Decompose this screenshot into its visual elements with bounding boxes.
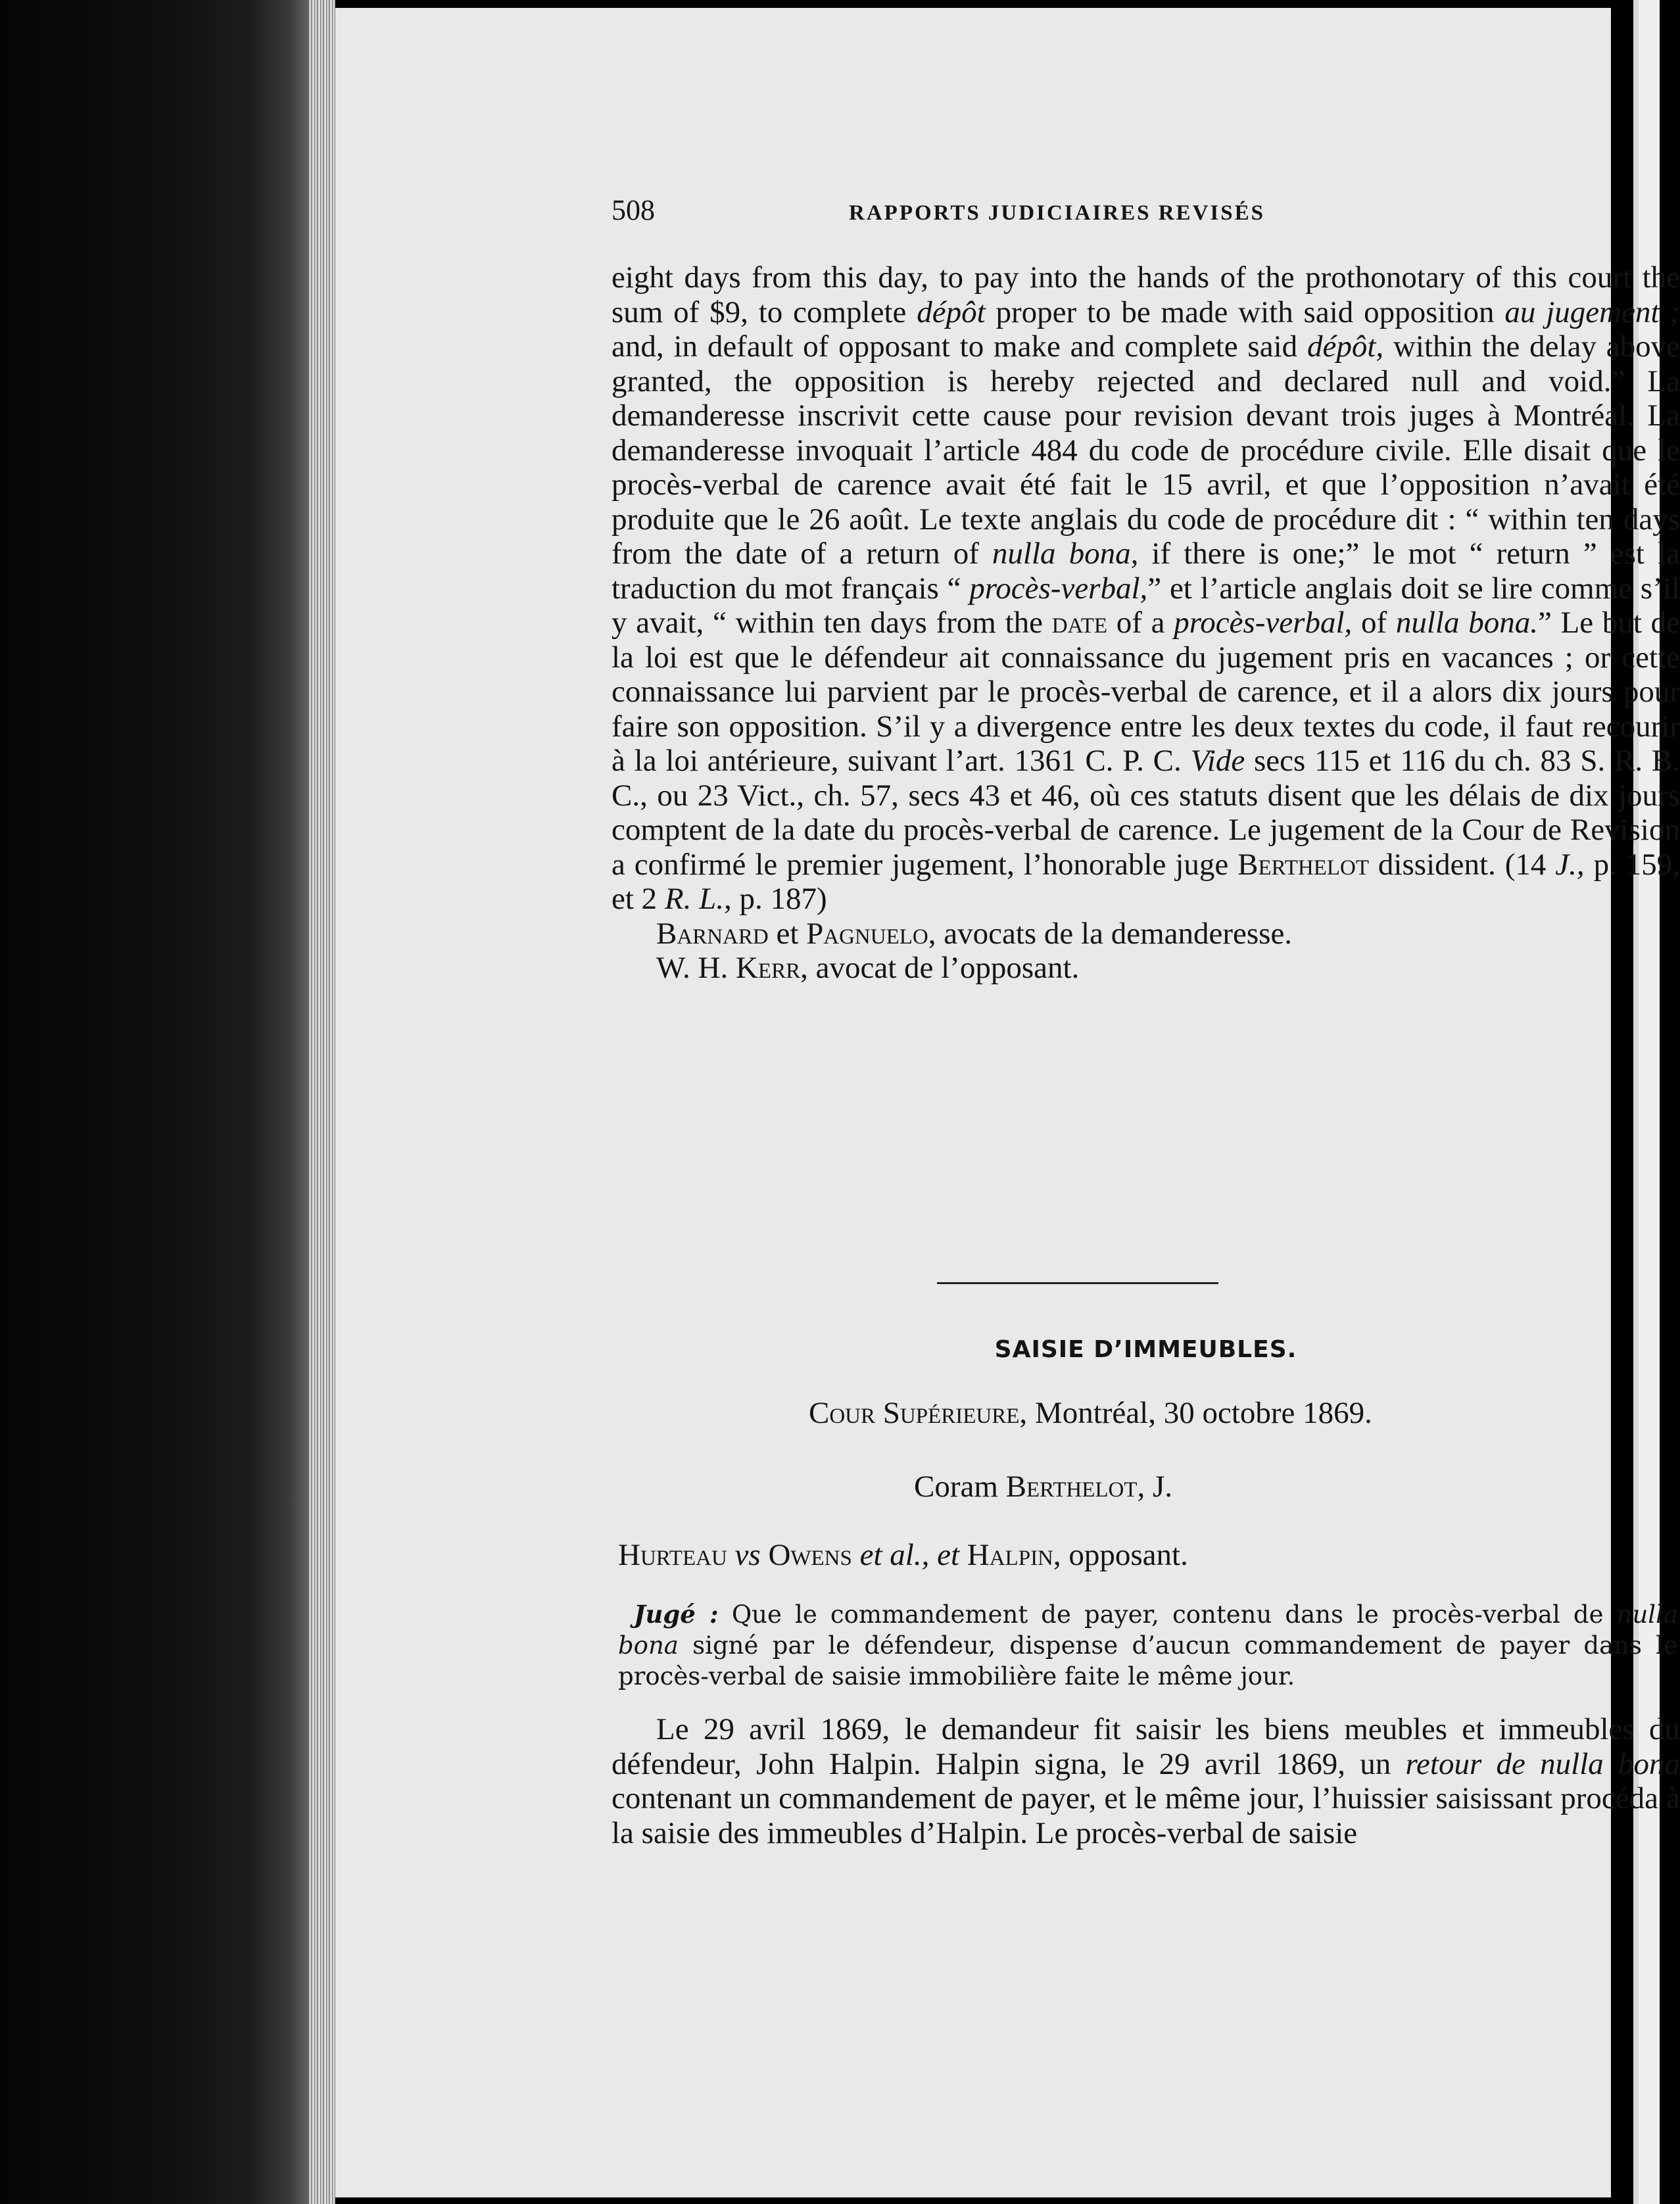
continued-report-text [612,260,1680,986]
text-run: proper to be made with said opposition [985,295,1505,329]
page-number: 508 [612,194,655,226]
page-edges [309,0,335,2204]
text-run: et [768,916,807,951]
running-title: RAPPORTS JUDICIAIRES REVISÉS [849,201,1265,225]
judge-name: Berthelot [1237,847,1370,882]
italic-run: nulla bona [618,1600,1678,1660]
italic-run: J., [1555,847,1585,882]
italic-run: dépôt [917,295,986,329]
italic-run: au jugement ; [1504,295,1680,329]
defendant-name: Owens [768,1538,852,1572]
court-name: Cour Supérieure [809,1396,1020,1430]
text-run: ” et l’article anglais doit se lire comme s’il y avait, “ within ten days from the [612,571,1680,640]
text-run: of [1352,606,1396,640]
text-run: p. 187) [731,882,827,916]
text-run: of a [1107,606,1174,640]
counsel-name: Barnard [656,916,769,951]
top-paragraph [612,260,1680,917]
counsel-plaintiff [612,917,1680,951]
counsel-name: W. H. Kerr [656,951,801,985]
counsel-name: Pagnuelo [806,916,928,951]
text-run: signé par le défendeur, dispense d’aucun commandement de payer dans le procès-verbal de saisie immobilière faite le même jour. [618,1631,1678,1690]
text-run: and, in default of opposant to make and complete said [612,329,1307,364]
et-al: et al., et [852,1538,967,1572]
italic-run: Vide [1190,744,1245,778]
text-run: secs 115 et 116 du ch. 83 S. R. B. C., ou 23 Vict., ch. 57, secs 43 et 46, où ces statuts disent que les délais de dix jours comptent de la date du procès-verbal de carence. Le jugement de la Cour de Revision a confirmé le premier jugement, l’honorable juge [612,744,1680,882]
coram-line [914,1469,1172,1504]
court-line [809,1395,1372,1431]
text-run: if there is one;” le mot “ return ” est la traduction du mot français “ [612,537,1680,606]
running-header [612,193,1677,227]
holding-summary [618,1599,1678,1692]
text-run: Le 29 avril 1869, le demandeur fit saisir les biens meubles et immeubles du défendeur, John Halpin. Halpin signa, le 29 avril 1869, un [612,1712,1680,1781]
plaintiff-name: Hurteau [618,1538,727,1572]
case-parties [618,1537,1188,1573]
text-run: eight days from this day, to pay into the hands of the prothonotary of this court the sum of $9, to complete [612,260,1680,329]
opposant-name: Halpin [967,1538,1053,1572]
text-run: , opposant. [1053,1538,1188,1572]
smallcaps-run: date [1051,606,1108,640]
facts-paragraph [612,1712,1680,1850]
italic-run: retour de nulla bona [1405,1746,1680,1781]
text-run: , avocats de la demanderesse. [928,916,1293,951]
italic-run: nulla bona. [1395,606,1538,640]
italic-run: procès-verbal, [1174,606,1353,640]
text-run: ” Le but de la loi est que le défendeur ait connaissance du jugement pris en vacances ; or cette connaissance lui parvient par le procès-verbal de carence, et il a alors dix jours pour faire son opposition. S’il y a divergence entre les deux textes du code, il faut recourir à la loi antérieure, suivant l’art. 1361 C. P. C. [612,606,1680,778]
italic-run: dépôt, [1307,329,1384,364]
italic-run: R. L., [664,882,732,916]
versus: vs [727,1538,769,1572]
judge-name: Berthelot [1005,1470,1138,1504]
court-date: , Montréal, 30 octobre 1869. [1019,1396,1372,1430]
text-run: contenant un commandement de payer, et le même jour, l’huissier saisissant procéda à la saisie des immeubles d’Halpin. Le procès-verbal de saisie [612,1781,1680,1850]
book-page [335,8,1680,2197]
counsel-opposant [612,951,1680,986]
text-run: Que le commandement de payer, contenu dans le procès-verbal de [718,1600,1617,1629]
book-spine-shadow [0,0,329,2204]
section-divider [937,1282,1218,1284]
italic-run: procès-verbal, [969,571,1148,606]
text-run: , J. [1137,1470,1173,1504]
text-run: dissident. (14 [1369,847,1556,882]
case-heading: SAISIE D’IMMEUBLES. [994,1336,1297,1363]
text-run: , avocat de l’opposant. [800,951,1080,985]
text-run: p. 159, et 2 [612,847,1680,916]
holding-label: Jugé : [634,1600,719,1629]
coram-word: Coram [914,1470,1006,1504]
italic-run: nulla bona, [992,537,1139,571]
text-run: within the delay above granted, the opposition is hereby rejected and declared null and void.” La demanderesse inscrivit cette cause pour revision devant trois juges à Montréal. La demanderesse invoquait l’article 484 du code de procédure civile. Elle disait que le procès-verbal de carence avait été fait le 15 avril, et que l’opposition n’avait été produite que le 26 août. Le texte anglais du code de procédure dit : “ within ten days from the date of a return of [612,329,1680,571]
case-facts [612,1712,1680,1850]
